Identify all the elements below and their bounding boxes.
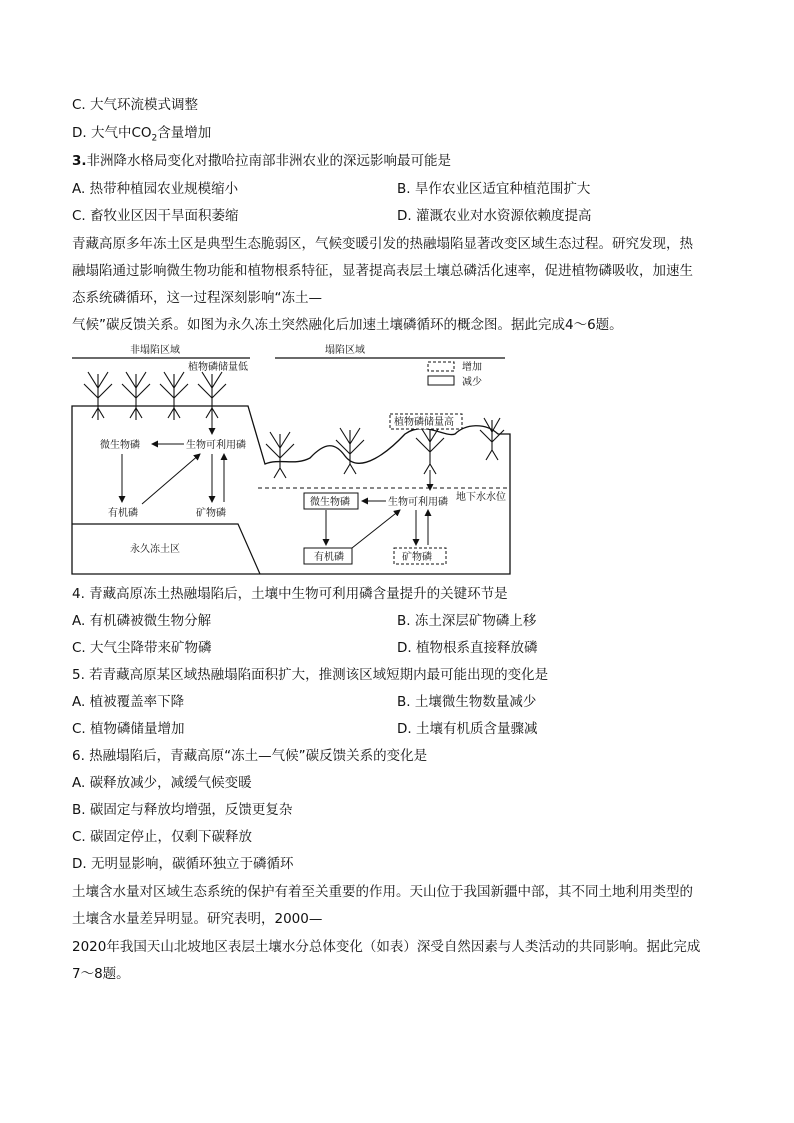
question-5-stem: 5. 若青藏高原某区域热融塌陷面积扩大，推测该区域短期内最可能出现的变化是 (72, 667, 549, 683)
left-bioavailable-p: 生物可利用磷 (186, 440, 246, 451)
passage1-line4: 气候”碳反馈关系。如图为永久冻土突然融化后加速土壤磷循环的概念图。据此完成4～6题。 (72, 317, 623, 333)
passage2-line3: 2020年我国天山北坡地区表层土壤水分总体变化（如表）深受自然因素与人类活动的共同影响。据此完成 (72, 939, 701, 955)
plant-high-label: 植物磷储量高 (394, 417, 454, 428)
co2-formula: CO (131, 125, 152, 141)
q6-option-d: D. 无明显影响，碳循环独立于磷循环 (72, 856, 294, 872)
passage1-line3: 态系统磷循环，这一过程深刻影响“冻土— (72, 290, 322, 306)
permafrost-label: 永久冻土区 (130, 544, 180, 555)
q6-option-a: A. 碳释放减少，减缓气候变暖 (72, 775, 252, 791)
plant-left-2 (122, 372, 150, 420)
left-region-label: 非塌陷区域 (130, 345, 180, 356)
question-3-stem: 非洲降水格局变化对撒哈拉南部非洲农业的深远影响最可能是 (86, 153, 452, 169)
option-c-prev: C. 大气环流模式调整 (72, 97, 199, 113)
question-3-number: 3. (72, 153, 87, 169)
legend-increase-label: 增加 (462, 362, 482, 373)
groundwater-label: 地下水水位 (456, 492, 506, 503)
plant-low-label: 植物磷储量低 (188, 362, 248, 373)
q5-option-d: D. 土壤有机质含量骤减 (397, 721, 538, 737)
q4-option-d: D. 植物根系直接释放磷 (397, 640, 538, 656)
q3-option-c: C. 畜牧业区因干旱面积萎缩 (72, 208, 239, 224)
right-mineral-p: 矿物磷 (402, 552, 432, 563)
q3-option-b: B. 旱作农业区适宜种植范围扩大 (397, 181, 591, 197)
legend-decrease-swatch (428, 376, 454, 385)
left-microbial-p: 微生物磷 (100, 440, 140, 451)
q5-option-c: C. 植物磷储量增加 (72, 721, 185, 737)
question-3 (72, 152, 451, 170)
option-d-suffix: 含量增加 (157, 125, 212, 141)
passage1-line2: 融塌陷通过影响微生物功能和植物根系特征，显著提高表层土壤总磷活化速率，促进植物磷吸收，加速生 (72, 263, 693, 279)
q4-option-c: C. 大气尘降带来矿物磷 (72, 640, 212, 656)
q6-option-b: B. 碳固定与释放均增强，反馈更复杂 (72, 802, 293, 818)
right-bioavailable-p: 生物可利用磷 (388, 497, 448, 508)
legend-increase-swatch (428, 362, 454, 371)
passage2-line4: 7～8题。 (72, 966, 130, 982)
right-region-label: 塌陷区域 (325, 345, 365, 356)
option-d-prefix: D. 大气中 (72, 125, 132, 141)
passage1-line1: 青藏高原多年冻土区是典型生态脆弱区，气候变暖引发的热融塌陷显著改变区域生态过程。研究发现，热 (72, 236, 693, 252)
q3-option-d: D. 灌溉农业对水资源依赖度提高 (397, 208, 592, 224)
co2-subscript: 2 (151, 133, 158, 144)
option-d-prev (72, 124, 211, 148)
right-organic-p: 有机磷 (314, 552, 344, 563)
q4-option-a: A. 有机磷被微生物分解 (72, 613, 212, 629)
question-6-stem: 6. 热融塌陷后，青藏高原“冻土—气候”碳反馈关系的变化是 (72, 748, 428, 764)
right-microbial-p: 微生物磷 (310, 497, 350, 508)
plant-right-1 (266, 432, 294, 478)
phosphorus-cycle-diagram (60, 338, 520, 578)
q5-option-b: B. 土壤微生物数量减少 (397, 694, 537, 710)
plant-left-4 (198, 372, 226, 420)
plant-right-3 (416, 426, 444, 474)
arrow-left-organic-to-bio (142, 454, 200, 504)
q6-option-c: C. 碳固定停止，仅剩下碳释放 (72, 829, 253, 845)
legend-decrease-label: 减少 (462, 377, 482, 388)
q5-option-a: A. 植被覆盖率下降 (72, 694, 185, 710)
q4-option-b: B. 冻土深层矿物磷上移 (397, 613, 537, 629)
passage2-line1: 土壤含水量对区域生态系统的保护有着至关重要的作用。天山位于我国新疆中部，其不同土地利用类型的 (72, 884, 693, 900)
left-mineral-p: 矿物磷 (196, 508, 226, 519)
plant-right-4 (480, 418, 504, 460)
q3-option-a: A. 热带种植园农业规模缩小 (72, 181, 239, 197)
plant-left-1 (84, 372, 112, 420)
arrow-right-organic-to-bio (352, 510, 400, 548)
passage2-line2: 土壤含水量差异明显。研究表明，2000— (72, 911, 323, 927)
left-organic-p: 有机磷 (108, 508, 138, 519)
plant-left-3 (160, 372, 188, 420)
question-4-stem: 4. 青藏高原冻土热融塌陷后，土壤中生物可利用磷含量提升的关键环节是 (72, 586, 508, 602)
